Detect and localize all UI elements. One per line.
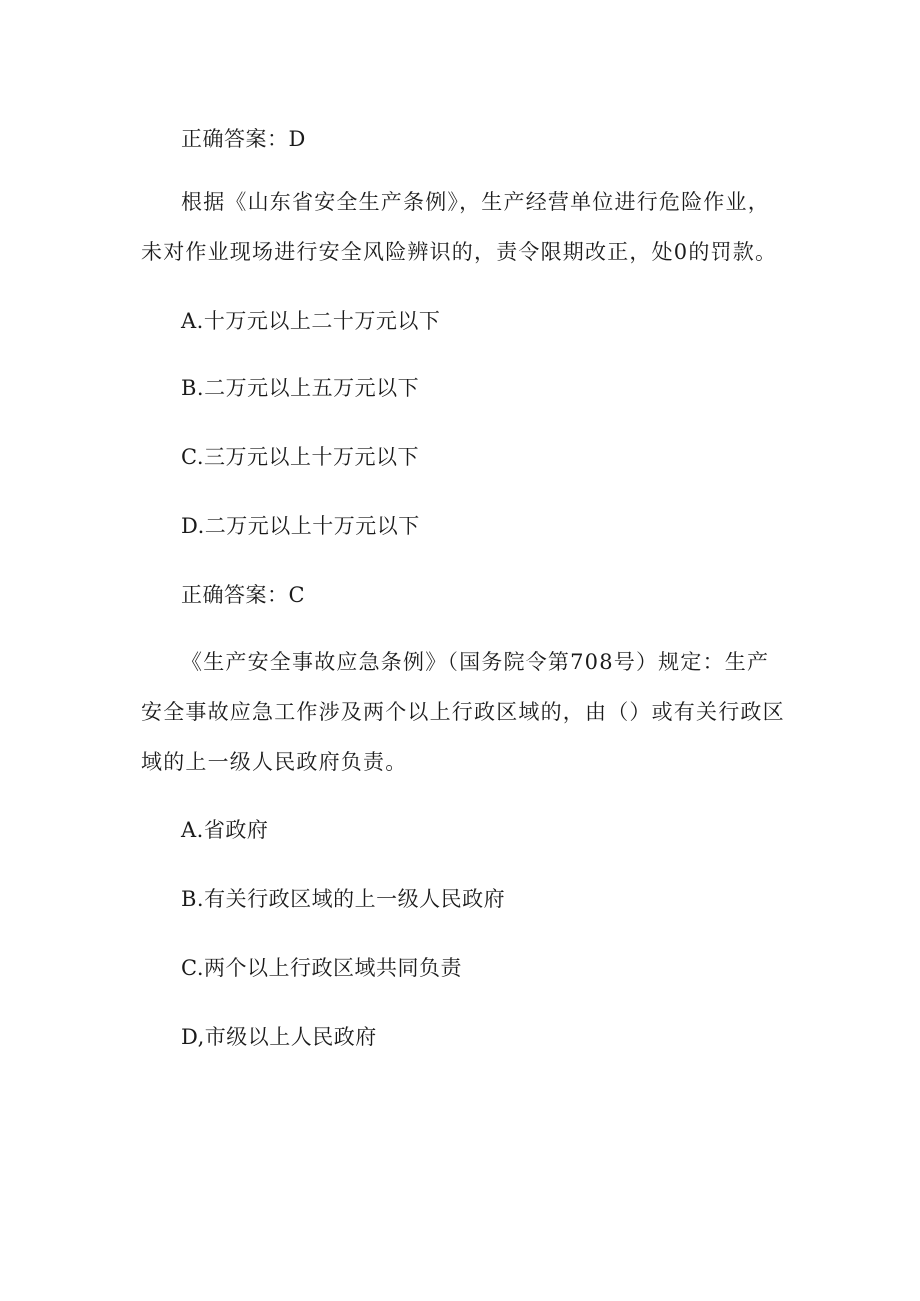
option-c: C.两个以上行政区域共同负责 <box>181 956 462 980</box>
option-b: B.二万元以上五万元以下 <box>181 376 420 400</box>
question-stem: 《生产安全事故应急条例》（国务院令第708号）规定：生产安全事故应急工作涉及两个以上行政区域的，由（）或有关行政区域的上一级人民政府负责。 <box>141 650 785 774</box>
answer-line: 正确答案：C <box>181 583 306 607</box>
answer-line: 正确答案：D <box>181 127 306 151</box>
option-d: D.二万元以上十万元以下 <box>181 514 420 538</box>
option-c: C.三万元以上十万元以下 <box>181 445 419 469</box>
option-d: D,市级以上人民政府 <box>181 1025 377 1049</box>
question-stem: 根据《山东省安全生产条例》，生产经营单位进行危险作业，未对作业现场进行安全风险辨识的，责令限期改正，处0的罚款。 <box>141 190 778 264</box>
option-a: A.省政府 <box>181 818 269 842</box>
option-a: A.十万元以上二十万元以下 <box>181 309 441 333</box>
option-b: B.有关行政区域的上一级人民政府 <box>181 887 506 911</box>
